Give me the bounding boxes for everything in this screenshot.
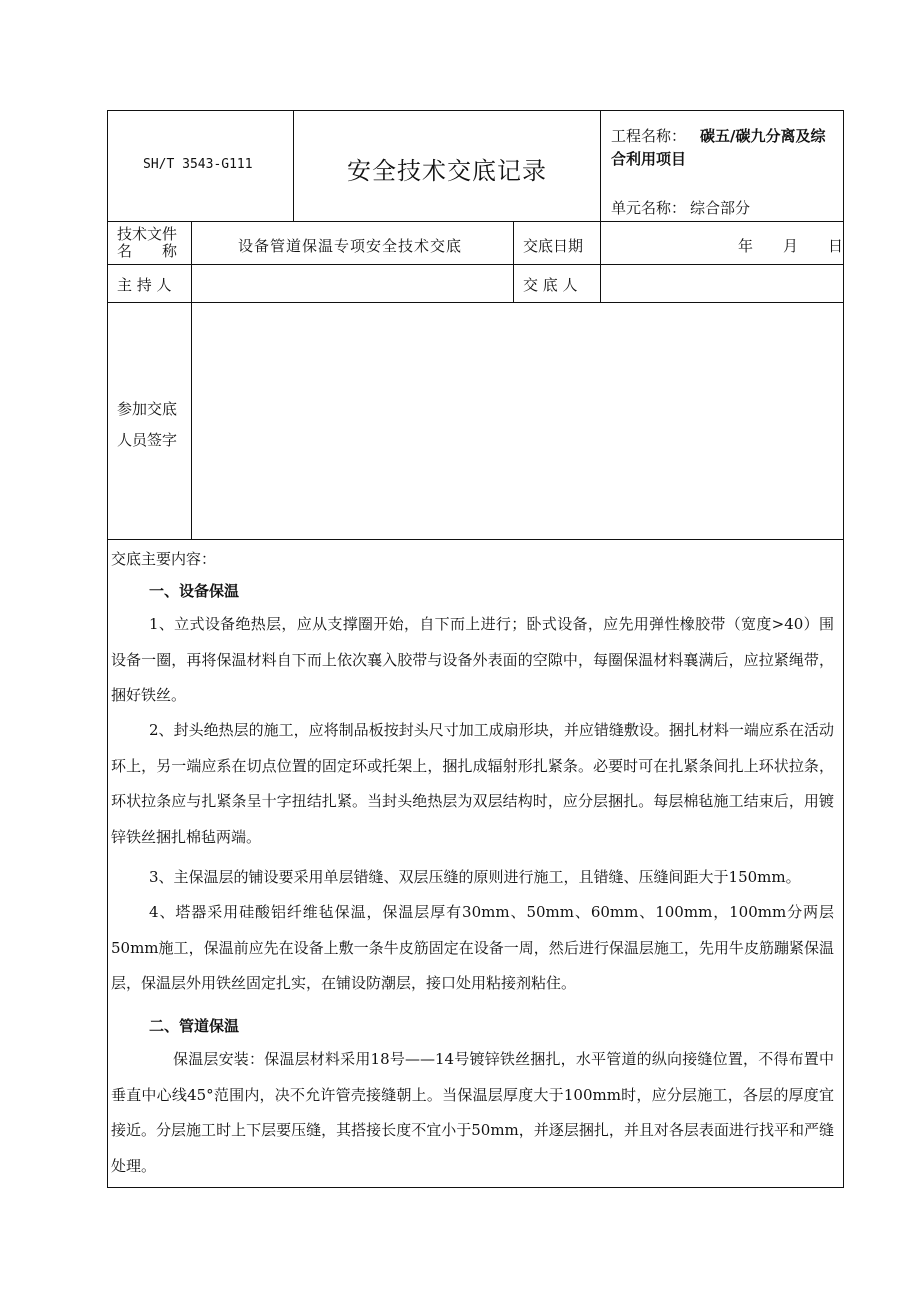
project-name: 碳五/碳九分离及综 [700, 127, 826, 145]
divider [107, 539, 844, 540]
divider [107, 264, 844, 265]
divider [600, 221, 601, 302]
divider [513, 221, 514, 302]
content-intro: 交底主要内容： [111, 550, 217, 568]
page-title: 安全技术交底记录 [347, 157, 547, 185]
host-label: 主 持 人 [117, 276, 172, 294]
date-value: 年 月 日 [738, 237, 844, 255]
paragraph-5: 保温层安装：保温层材料采用18号——14号镀锌铁丝捆扎，水平管道的纵向接缝位置，不得布置中垂直中心线45°范围内，决不允许管壳接缝朝上。当保温层厚度大于100mm时，应分层施工，各层的厚度宜接近。分层施工时上下层要压缝，其搭接长度不宜小于50mm，并逐层捆扎，并且对各层表面进行找平和严缝处理。 [111, 1050, 834, 1175]
file-name-label: 技术文件 [117, 225, 178, 243]
signature-label: 参加交底 [117, 400, 178, 418]
paragraph-1: 1、立式设备绝热层，应从支撑圈开始，自下而上进行；卧式设备，应先用弹性橡胶带（宽度>40）围设备一圈，再将保温材料自下而上依次襄入胶带与设备外表面的空隙中，每圈保温材料襄满后，应拉紧绳带，捆好铁丝。 [111, 615, 834, 704]
unit-name: 综合部分 [690, 199, 751, 217]
project-name-continued: 合利用项目 [611, 150, 687, 168]
paragraph-2: 2、封头绝热层的施工，应将制品板按封头尺寸加工成扇形块，并应错缝敷设。捆扎材料一端应系在活动环上，另一端应系在切点位置的固定环或托架上，捆扎成辐射形扎紧条。必要时可在扎紧条间扎上环状拉条，环状拉条应与扎紧条呈十字扭结扎紧。当封头绝热层为双层结构时，应分层捆扎。每层棉毡施工结束后，用镀锌铁丝捆扎棉毡两端。 [111, 721, 834, 846]
paragraph-4: 4、塔器采用硅酸铝纤维毡保温，保温层厚有30mm、50mm、60mm、100mm，100mm分两层50mm施工，保温前应先在设备上敷一条牛皮筋固定在设备一周，然后进行保温层施工，先用牛皮筋蹦紧保温层，保温层外用铁丝固定扎实，在铺设防潮层，接口处用粘接剂粘住。 [111, 903, 834, 992]
date-label: 交底日期 [523, 237, 584, 255]
divider [600, 110, 601, 221]
divider [107, 221, 844, 222]
divider [191, 221, 192, 539]
project-label: 工程名称： [611, 127, 687, 145]
signature-label-continued: 人员签字 [117, 431, 178, 449]
unit-label: 单元名称： [611, 199, 687, 217]
paragraph-3: 3、主保温层的铺设要采用单层错缝、双层压缝的原则进行施工，且错缝、压缝间距大于150mm。 [149, 868, 801, 886]
divider [293, 110, 294, 221]
file-name-value: 设备管道保温专项安全技术交底 [238, 237, 463, 255]
presenter-label: 交 底 人 [523, 276, 578, 294]
file-name-label-continued: 名 称 [117, 242, 178, 260]
standard-code: SH/T 3543-G111 [143, 157, 253, 172]
section-heading-equipment: 一、设备保温 [149, 582, 240, 600]
section-heading-piping: 二、管道保温 [149, 1017, 240, 1035]
divider [107, 302, 844, 303]
